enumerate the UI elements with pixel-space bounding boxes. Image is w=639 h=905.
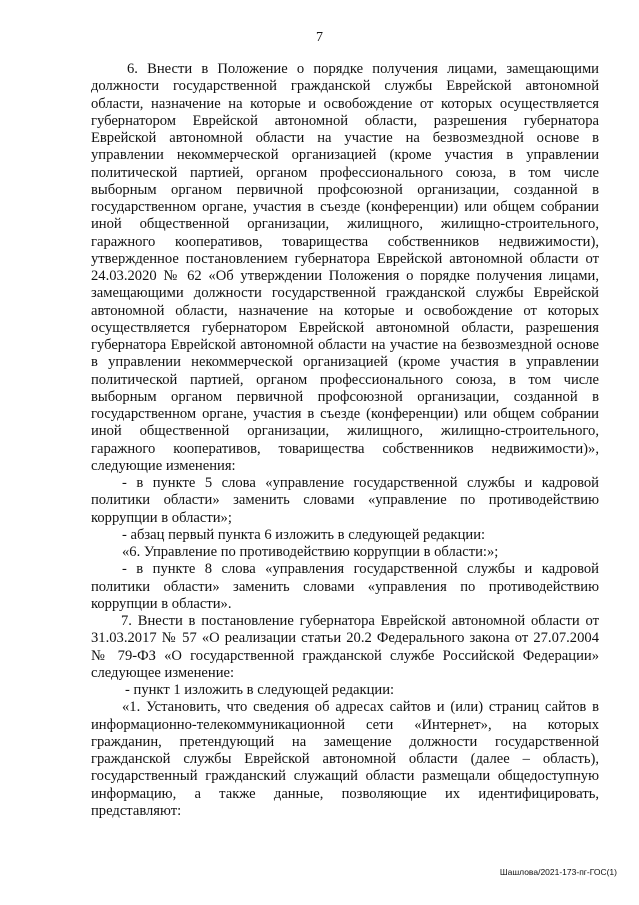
paragraph: - пункт 1 изложить в следующей редакции: bbox=[125, 682, 395, 698]
paragraph: 6. Внести в Положение о порядке получения лицами, замещающими должности государственной гражданской службы Еврейской автономной области, назначение на которые и освобождение от которых осуществляется губернатором Еврейской автономной области, разрешения губернатора Еврейской автономной области на участие на безвозмездной основе в управлении некоммерческой организацией (кроме участия в управлении политической партией, органом профессионального союза, в том числе выборным органом первичной профсоюзной организации, созданной в государственном органе, участия в съезде (конференции) или общем собрании иной общественной организации, жилищного, жилищно-строительного, гаражного кооперативов, товарищества собственников недвижимости), утвержденное постановлением губернатора Еврейской автономной области от 24.03.2020 № 62 «Об утверждении Положения о порядке получения лицами, замещающими должности государственной гражданской службы Еврейской автономной области, назначение на которые и освобождение от которых осуществляется губернатором Еврейской автономной области, разрешения губернатора Еврейской автономной области на участие на безвозмездной основе в управлении некоммерческой организацией (кроме участия в управлении политической партией, органом профессионального союза, в том числе выборным органом первичной профсоюзной организации, созданной в государственном органе, участия в съезде (конференции) или общем собрании иной общественной организации, жилищного, жилищно-строительного, гаражного кооперативов, товарищества собственников недвижимости)», следующие изменения: bbox=[91, 61, 599, 474]
document-code: Шашлова/2021-173-пг-ГОС(1) bbox=[499, 867, 617, 877]
paragraph: 7. Внести в постановление губернатора Еврейской автономной области от 31.03.2017 № 57 «О реализации статьи 20.2 Федерального закона от 27.07.2004 № 79-ФЗ «О государственной гражданской службе Российской Федерации» следующее изменение: bbox=[91, 613, 599, 681]
paragraph: «6. Управление по противодействию коррупции в области:»; bbox=[122, 544, 499, 560]
document-body bbox=[91, 61, 599, 820]
paragraph: - в пункте 5 слова «управление государственной службы и кадровой политики области» заменить словами «управление по противодействию коррупции в области»; bbox=[91, 475, 599, 526]
page-number: 7 bbox=[316, 30, 323, 45]
paragraph: - абзац первый пункта 6 изложить в следующей редакции: bbox=[122, 526, 486, 543]
paragraph: - в пункте 8 слова «управления государственной службы и кадровой политики области» заменить словами «управления по противодействию коррупции в области». bbox=[91, 561, 599, 612]
paragraph: «1. Установить, что сведения об адресах сайтов и (или) страниц сайтов в информационно-телекоммуникационной сети «Интернет», на которых гражданин, претендующий на замещение должности государственной гражданской службы Еврейской автономной области (далее – область), государственный гражданский служащий области размещали общедоступную информацию, а также данные, позволяющие их идентифицировать, представляют: bbox=[91, 699, 599, 819]
